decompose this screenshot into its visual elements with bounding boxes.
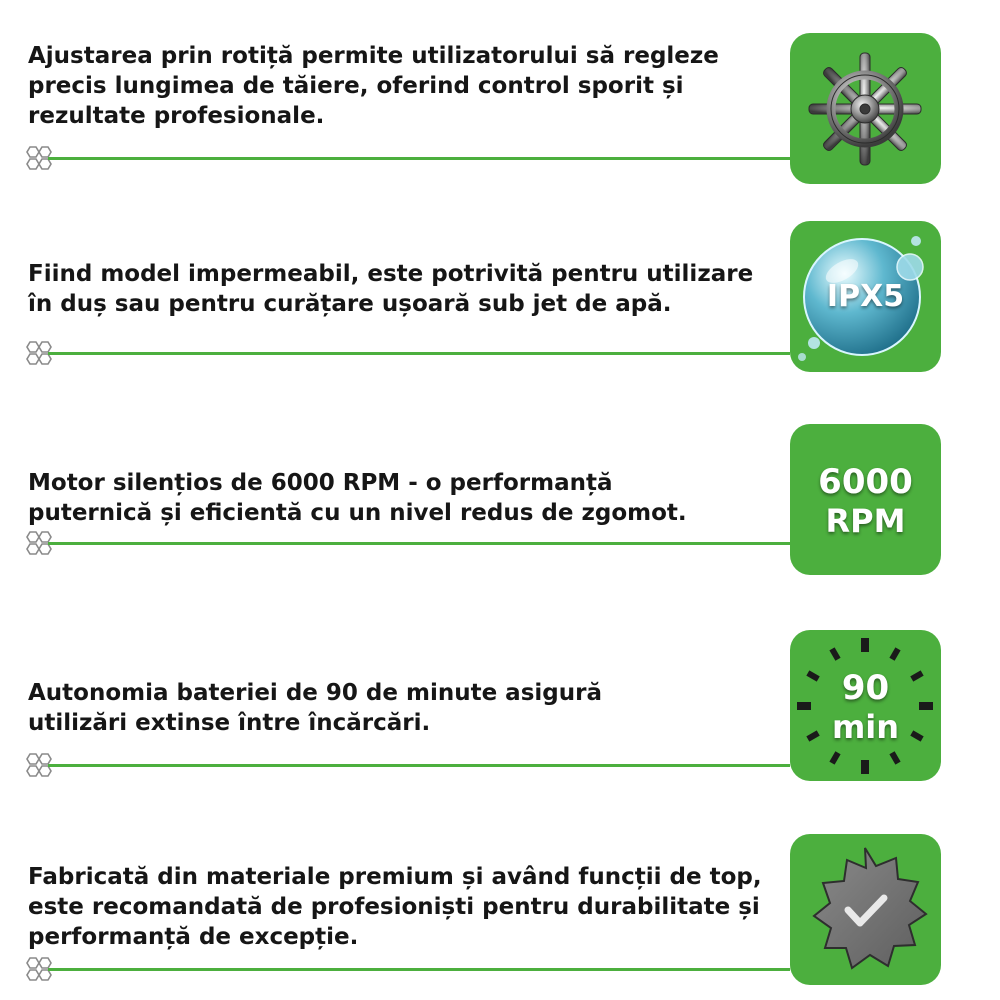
feature-badge — [790, 424, 941, 575]
divider-line — [48, 764, 790, 767]
feature-text: Ajustarea prin rotiță permite utilizatorului să regleze precis lungimea de tăiere, oferind control sporit și rezultate profesionale. — [28, 43, 719, 129]
badge-value: 6000 — [818, 462, 913, 502]
feature-text: Autonomia bateriei de 90 de minute asigură utilizări extinse între încărcări. — [28, 680, 602, 736]
divider-line — [48, 542, 790, 545]
feature-text: Fiind model impermeabil, este potrivită pentru utilizare în duș sau pentru curățare ușoară sub jet de apă. — [28, 261, 754, 317]
badge-unit: min — [831, 708, 900, 746]
feature-text: Fabricată din materiale premium și având funcții de top, este recomandată de profesioniști pentru durabilitate și performanță de excepție. — [28, 864, 762, 950]
divider-line — [48, 968, 790, 971]
ship-wheel-icon — [790, 33, 941, 184]
divider-line — [48, 352, 790, 355]
feature-text: Motor silențios de 6000 RPM - o performanță puternică și eficientă cu un nivel redus de zgomot. — [28, 470, 687, 526]
badge-label: IPX5 — [826, 279, 905, 314]
check-seal-icon — [790, 834, 941, 985]
badge-value: 90 — [841, 668, 890, 708]
badge-unit: RPM — [825, 502, 906, 540]
feature-badge — [790, 834, 941, 985]
divider-line — [48, 157, 790, 160]
feature-badge — [790, 33, 941, 184]
feature-badge — [790, 221, 941, 372]
feature-badge — [790, 630, 941, 781]
